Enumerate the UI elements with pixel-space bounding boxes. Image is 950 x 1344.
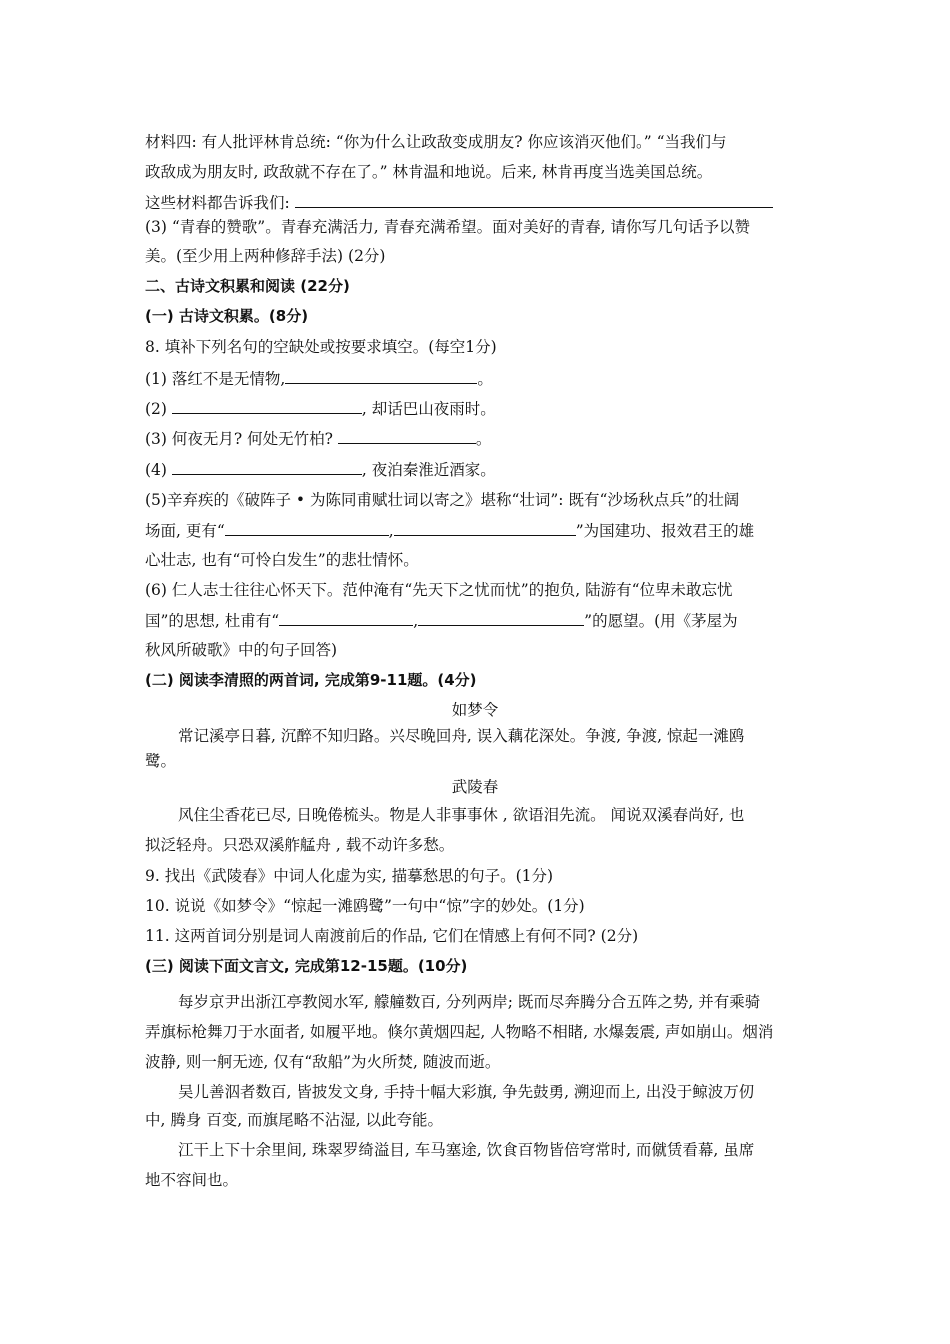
classical-p3-line1: 江干上下十余里间, 珠翠罗绮溢目, 车马塞途, 饮食百物皆倍穹常时, 而僦赁看幕, 虽席 [178,1141,755,1159]
part1-title: (一) 古诗文积累。(8分) [145,307,309,325]
section2-title: 二、古诗文积累和阅读 (22分) [145,277,350,295]
material4-line1: 材料四: 有人批评林肯总统: “你为什么让政敌变成朋友? 你应该消灭他们。” “当我们与 [145,133,727,151]
q8-item5-line2: 场面, 更有“ , ”为国建功、报效君王的雄 [145,522,755,540]
classical-p1-line2: 弄旗标枪舞刀于水面者, 如履平地。倏尔黄烟四起, 人物略不相睹, 水爆轰震, 声如崩山。烟消 [145,1023,774,1041]
answer-blank[interactable] [172,398,362,414]
answer-blank[interactable] [279,610,413,626]
material4-line3 [145,192,773,213]
q8-item4: (4) , 夜泊秦淮近酒家。 [145,461,496,479]
classical-p2-line2: 中, 腾身 百变, 而旗尾略不沾湿, 以此夸能。 [145,1111,443,1129]
material4-line2: 政敌成为朋友时, 政敌就不存在了。” 林肯温和地说。后来, 林肯再度当选美国总统。 [145,163,713,181]
answer-blank[interactable] [172,459,362,475]
material4-prompt: 这些材料都告诉我们: [145,194,290,212]
classical-p2-line1: 吴儿善泅者数百, 皆披发文身, 手持十幅大彩旗, 争先鼓勇, 溯迎而上, 出没于鲸波万仞 [178,1083,755,1101]
poem1-title: 如梦令 [451,701,499,719]
q8-item6-line1: (6) 仁人志士往往心怀天下。范仲淹有“先天下之忧而忧”的抱负, 陆游有“位卑未敢忘忧 [145,581,733,599]
classical-p1-line3: 波静, 则一舸无迹, 仅有“敌船”为火所焚, 随波而逝。 [145,1053,501,1071]
poem1-line1: 常记溪亭日暮, 沉醉不知归路。兴尽晚回舟, 误入藕花深处。争渡, 争渡, 惊起一滩鸥 [178,727,745,745]
answer-blank[interactable] [285,368,477,384]
answer-blank[interactable] [338,428,476,444]
poem2-line1: 风住尘香花已尽, 日晚倦梳头。物是人非事事休 , 欲语泪先流。 闻说双溪春尚好, 也 [178,806,745,824]
q10: 10. 说说《如梦令》“惊起一滩鸥鹭”一句中“惊”字的妙处。(1分) [145,897,585,915]
q8-item5-line1: (5)辛弃疾的《破阵子 • 为陈同甫赋壮词以寄之》堪称“壮词”: 既有“沙场秋点兵”的壮阔 [145,491,740,509]
part3-title: (三) 阅读下面文言文, 完成第12-15题。(10分) [145,957,468,975]
q8-item2: (2) , 却话巴山夜雨时。 [145,400,496,418]
answer-blank[interactable] [418,610,584,626]
q11: 11. 这两首词分别是词人南渡前后的作品, 它们在情感上有何不同? (2分) [145,927,639,945]
answer-blank[interactable] [225,520,389,536]
classical-p1-line1: 每岁京尹出浙江亭教阅水军, 艨艟数百, 分列两岸; 既而尽奔腾分合五阵之势, 并有乘骑 [178,993,761,1011]
answer-blank[interactable] [394,520,576,536]
q7-3-line1: (3) “青春的赞歌”。青春充满活力, 青春充满希望。面对美好的青春, 请你写几句话予以赞 [145,218,750,236]
q8-title: 8. 填补下列名句的空缺处或按要求填空。(每空1分) [145,338,497,356]
poem2-line2: 拟泛轻舟。只恐双溪舴艋舟 , 载不动许多愁。 [145,836,455,854]
q8-item6-line2: 国”的思想, 杜甫有“ , ”的愿望。(用《茅屋为 [145,612,738,630]
q8-item1: (1) 落红不是无情物, 。 [145,370,493,388]
q8-item5-line3: 心壮志, 也有“可怜白发生”的悲壮情怀。 [145,551,419,569]
poem2-title: 武陵春 [451,778,499,796]
q8-item6-line3: 秋风所破歌》中的句子回答) [145,641,338,659]
q8-item3: (3) 何夜无月? 何处无竹柏? 。 [145,430,492,448]
answer-blank[interactable] [295,192,773,208]
classical-p3-line2: 地不容间也。 [145,1171,239,1189]
q7-3-line2: 美。(至少用上两种修辞手法) (2分) [145,247,386,265]
poem1-line2: 鹭。 [145,752,177,770]
q9: 9. 找出《武陵春》中词人化虚为实, 描摹愁思的句子。(1分) [145,867,554,885]
part2-title: (二) 阅读李清照的两首词, 完成第9-11题。(4分) [145,671,477,689]
